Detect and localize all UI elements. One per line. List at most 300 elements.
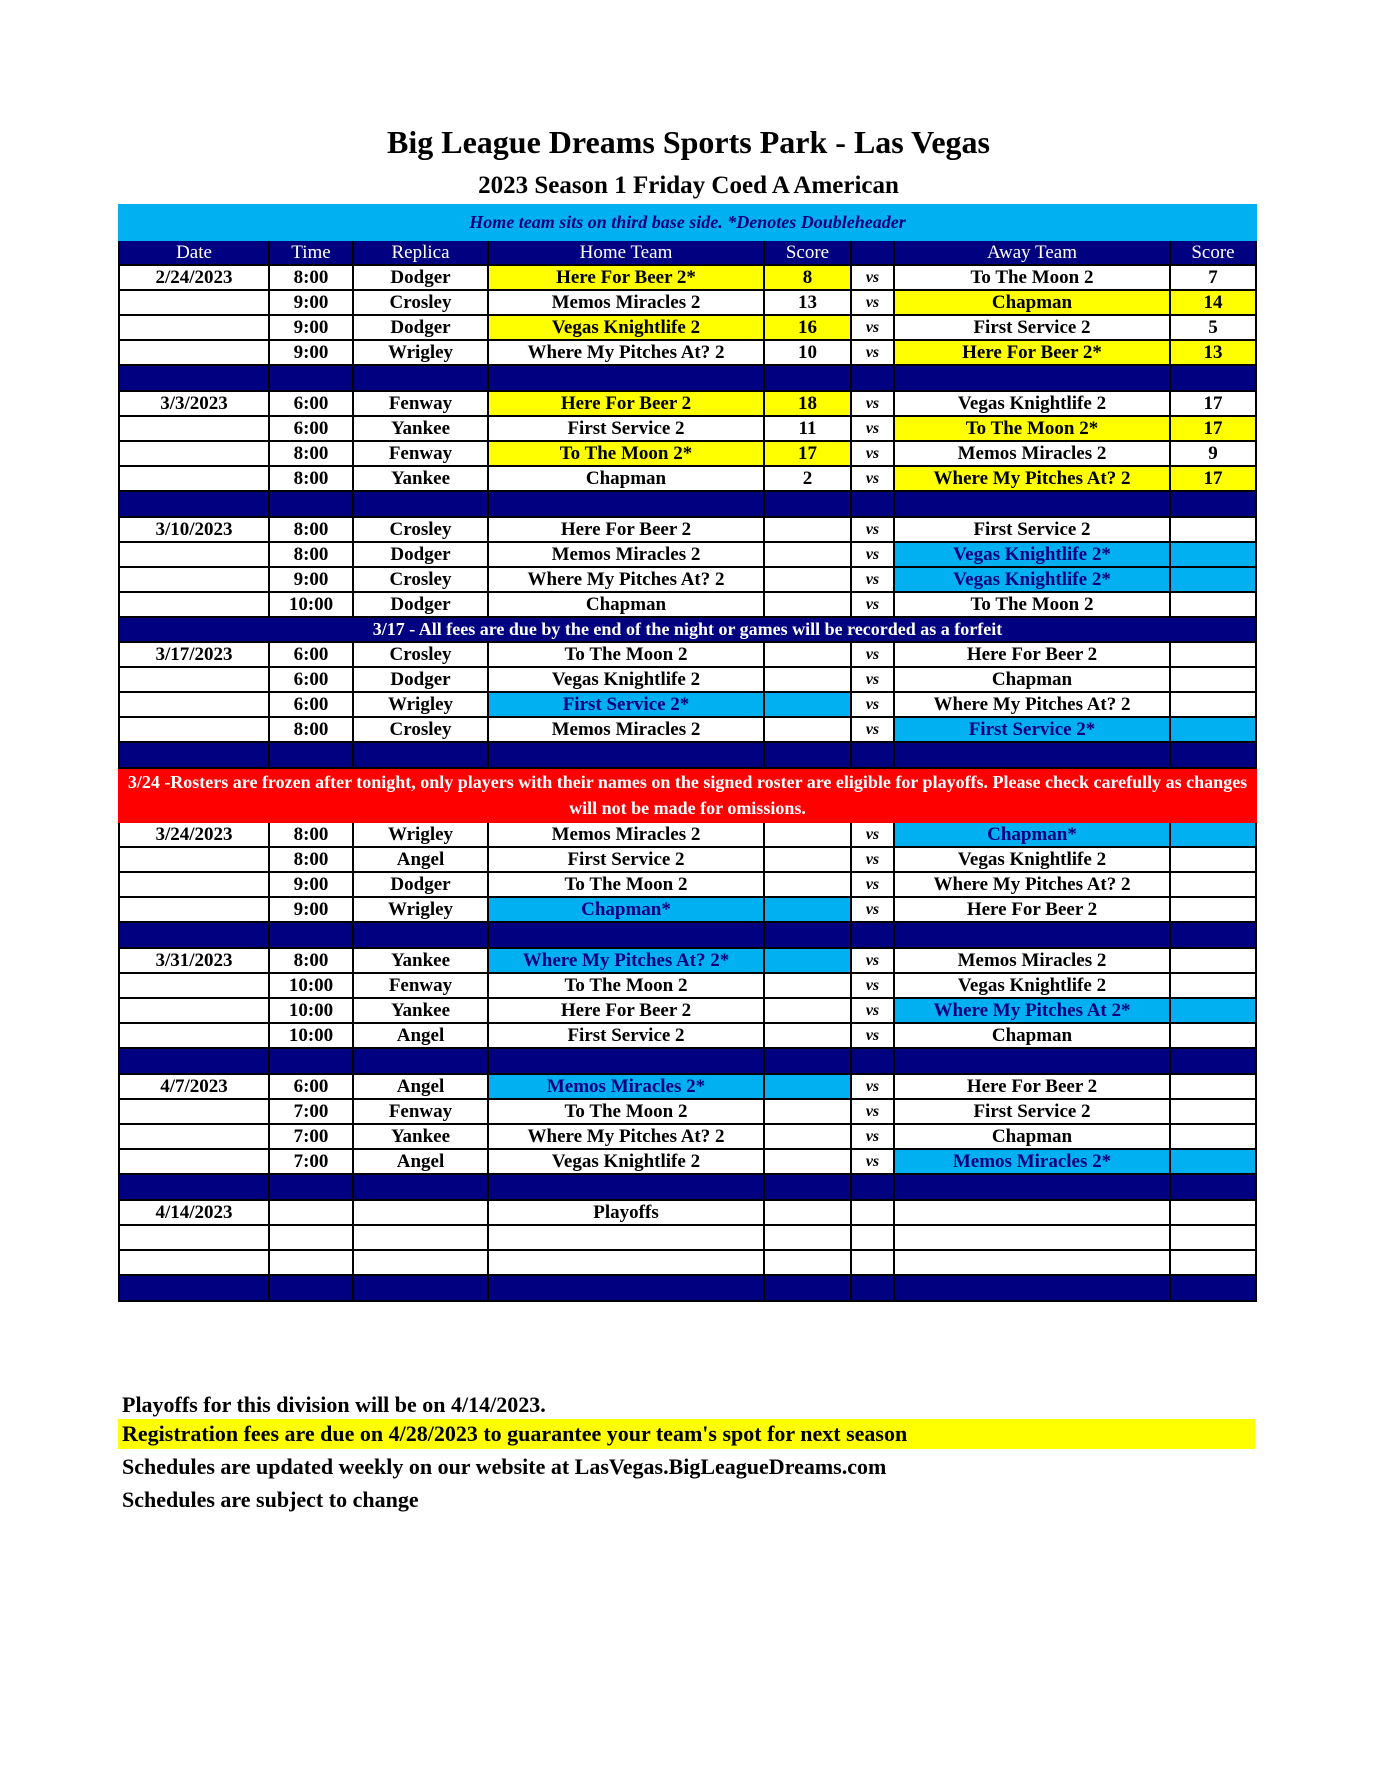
away-team-cell: Here For Beer 2*	[894, 340, 1170, 365]
blank-cell	[119, 1225, 269, 1250]
away-team-cell: Chapman*	[894, 822, 1170, 847]
away-team-cell: Vegas Knightlife 2*	[894, 567, 1170, 592]
time-cell: 9:00	[269, 872, 353, 897]
home-team-cell: Memos Miracles 2	[488, 290, 764, 315]
home-team-cell: Where My Pitches At? 2	[488, 340, 764, 365]
replica-cell: Crosley	[353, 567, 488, 592]
home-team-cell: Memos Miracles 2	[488, 542, 764, 567]
separator-row	[119, 1275, 1256, 1301]
separator-cell	[1170, 1275, 1256, 1301]
game-row	[119, 1099, 1256, 1124]
separator-cell	[1170, 365, 1256, 391]
time-cell: 8:00	[269, 466, 353, 491]
website-note: Schedules are updated weekly on our website at LasVegas.BigLeagueDreams.com	[122, 1454, 887, 1479]
away-team-cell: Chapman	[894, 290, 1170, 315]
separator-cell	[851, 491, 894, 517]
vs-cell: vs	[851, 897, 894, 922]
schedule-table	[118, 204, 1257, 1302]
time-cell: 6:00	[269, 391, 353, 416]
separator-cell	[764, 491, 851, 517]
separator-cell	[764, 365, 851, 391]
separator-cell	[764, 1174, 851, 1200]
away-score-cell: 13	[1170, 340, 1256, 365]
home-score-cell: 11	[764, 416, 851, 441]
replica-cell: Angel	[353, 1149, 488, 1174]
playoff-row	[119, 1200, 1256, 1225]
game-row	[119, 948, 1256, 973]
separator-row	[119, 491, 1256, 517]
away-score-cell	[1170, 1124, 1256, 1149]
home-score-cell	[764, 567, 851, 592]
time-cell: 7:00	[269, 1099, 353, 1124]
home-team-cell: To The Moon 2*	[488, 441, 764, 466]
game-row	[119, 441, 1256, 466]
away-score-cell	[1170, 973, 1256, 998]
blank-cell	[353, 1250, 488, 1275]
home-score-cell: 2	[764, 466, 851, 491]
separator-cell	[119, 922, 269, 948]
away-team-cell: To The Moon 2	[894, 265, 1170, 290]
game-row	[119, 466, 1256, 491]
date-cell: 3/31/2023	[119, 948, 269, 973]
away-team-cell: To The Moon 2	[894, 592, 1170, 617]
vs-cell: vs	[851, 872, 894, 897]
time-cell: 8:00	[269, 441, 353, 466]
game-row	[119, 567, 1256, 592]
away-team-cell: Here For Beer 2	[894, 897, 1170, 922]
vs-cell: vs	[851, 592, 894, 617]
time-cell: 10:00	[269, 998, 353, 1023]
home-score-cell	[764, 1124, 851, 1149]
away-team-cell: First Service 2	[894, 1099, 1170, 1124]
note-row	[119, 205, 1256, 240]
time-cell: 7:00	[269, 1149, 353, 1174]
date-cell	[119, 567, 269, 592]
home-score-cell	[764, 998, 851, 1023]
game-row	[119, 517, 1256, 542]
away-score-cell	[1170, 998, 1256, 1023]
vs-cell: vs	[851, 542, 894, 567]
date-cell: 3/3/2023	[119, 391, 269, 416]
replica-cell: Wrigley	[353, 897, 488, 922]
separator-cell	[353, 1174, 488, 1200]
separator-cell	[851, 1048, 894, 1074]
date-cell	[119, 897, 269, 922]
away-team-cell: Memos Miracles 2*	[894, 1149, 1170, 1174]
away-team-cell: Where My Pitches At? 2	[894, 872, 1170, 897]
home-score-cell	[764, 642, 851, 667]
blank-row	[119, 1225, 1256, 1250]
home-score-cell	[764, 1023, 851, 1048]
game-row	[119, 897, 1256, 922]
away-team-cell	[894, 1200, 1170, 1225]
away-team-cell: Where My Pitches At? 2	[894, 466, 1170, 491]
separator-row	[119, 365, 1256, 391]
blank-cell	[269, 1250, 353, 1275]
blank-cell	[894, 1250, 1170, 1275]
time-cell: 10:00	[269, 592, 353, 617]
replica-cell: Wrigley	[353, 692, 488, 717]
game-row	[119, 416, 1256, 441]
playoffs-label: Playoffs	[488, 1200, 764, 1225]
separator-row	[119, 922, 1256, 948]
col-header-away-score: Score	[1170, 240, 1256, 265]
separator-row	[119, 1174, 1256, 1200]
time-cell: 7:00	[269, 1124, 353, 1149]
time-cell: 9:00	[269, 290, 353, 315]
blank-cell	[894, 1225, 1170, 1250]
away-score-cell	[1170, 567, 1256, 592]
vs-cell: vs	[851, 667, 894, 692]
separator-cell	[488, 742, 764, 768]
away-team-cell: Chapman	[894, 1124, 1170, 1149]
vs-cell	[851, 1200, 894, 1225]
vs-cell: vs	[851, 1074, 894, 1099]
replica-cell: Crosley	[353, 642, 488, 667]
home-team-cell: Vegas Knightlife 2	[488, 315, 764, 340]
game-row	[119, 822, 1256, 847]
home-team-cell: First Service 2	[488, 416, 764, 441]
date-cell	[119, 973, 269, 998]
time-cell	[269, 1200, 353, 1225]
separator-cell	[269, 365, 353, 391]
time-cell: 8:00	[269, 542, 353, 567]
separator-cell	[353, 1048, 488, 1074]
date-cell: 4/14/2023	[119, 1200, 269, 1225]
separator-cell	[894, 365, 1170, 391]
away-score-cell	[1170, 897, 1256, 922]
date-cell	[119, 998, 269, 1023]
vs-cell: vs	[851, 1124, 894, 1149]
blank-cell	[851, 1250, 894, 1275]
away-team-cell: Memos Miracles 2	[894, 948, 1170, 973]
blank-cell	[488, 1250, 764, 1275]
home-team-cell: To The Moon 2	[488, 973, 764, 998]
date-cell: 3/10/2023	[119, 517, 269, 542]
roster-notice-row	[119, 768, 1256, 822]
registration-note: Registration fees are due on 4/28/2023 to guarantee your team's spot for next season	[118, 1419, 1255, 1449]
separator-cell	[488, 491, 764, 517]
separator-cell	[269, 491, 353, 517]
vs-cell: vs	[851, 717, 894, 742]
away-score-cell	[1170, 642, 1256, 667]
col-header-date: Date	[119, 240, 269, 265]
date-cell	[119, 847, 269, 872]
date-cell	[119, 416, 269, 441]
away-team-cell: Chapman	[894, 1023, 1170, 1048]
separator-cell	[894, 491, 1170, 517]
game-row	[119, 642, 1256, 667]
game-row	[119, 340, 1256, 365]
date-cell	[119, 872, 269, 897]
away-team-cell: Here For Beer 2	[894, 642, 1170, 667]
away-score-cell: 14	[1170, 290, 1256, 315]
home-score-cell	[764, 897, 851, 922]
game-row	[119, 973, 1256, 998]
game-row	[119, 290, 1256, 315]
replica-cell: Crosley	[353, 517, 488, 542]
col-header-home-score: Score	[764, 240, 851, 265]
change-note: Schedules are subject to change	[122, 1487, 419, 1512]
separator-cell	[1170, 922, 1256, 948]
game-row	[119, 1023, 1256, 1048]
away-score-cell: 7	[1170, 265, 1256, 290]
date-cell	[119, 466, 269, 491]
home-team-cell: First Service 2	[488, 1023, 764, 1048]
replica-cell: Wrigley	[353, 822, 488, 847]
replica-cell: Angel	[353, 1074, 488, 1099]
separator-cell	[119, 365, 269, 391]
blank-cell	[764, 1225, 851, 1250]
separator-cell	[119, 1174, 269, 1200]
separator-cell	[764, 1275, 851, 1301]
home-team-cell: Vegas Knightlife 2	[488, 667, 764, 692]
vs-cell: vs	[851, 1149, 894, 1174]
separator-cell	[353, 922, 488, 948]
date-cell	[119, 1124, 269, 1149]
separator-row	[119, 742, 1256, 768]
blank-cell	[353, 1225, 488, 1250]
game-row	[119, 265, 1256, 290]
col-header-vs	[851, 240, 894, 265]
away-team-cell: Vegas Knightlife 2	[894, 391, 1170, 416]
away-score-cell: 17	[1170, 416, 1256, 441]
date-cell	[119, 1149, 269, 1174]
separator-cell	[894, 1275, 1170, 1301]
separator-cell	[119, 491, 269, 517]
header-row	[119, 240, 1256, 265]
home-team-cell: Where My Pitches At? 2	[488, 1124, 764, 1149]
game-row	[119, 391, 1256, 416]
away-score-cell	[1170, 1099, 1256, 1124]
time-cell: 8:00	[269, 822, 353, 847]
away-score-cell	[1170, 1149, 1256, 1174]
home-score-cell	[764, 1074, 851, 1099]
home-team-cell: Where My Pitches At? 2*	[488, 948, 764, 973]
vs-cell: vs	[851, 441, 894, 466]
separator-cell	[851, 1174, 894, 1200]
vs-cell: vs	[851, 466, 894, 491]
blank-row	[119, 1250, 1256, 1275]
game-row	[119, 1149, 1256, 1174]
home-score-cell: 18	[764, 391, 851, 416]
vs-cell: vs	[851, 948, 894, 973]
game-row	[119, 998, 1256, 1023]
col-header-home-team: Home Team	[488, 240, 764, 265]
separator-cell	[851, 1275, 894, 1301]
home-score-cell	[764, 948, 851, 973]
blank-cell	[488, 1225, 764, 1250]
vs-cell: vs	[851, 517, 894, 542]
date-cell: 4/7/2023	[119, 1074, 269, 1099]
away-score-cell	[1170, 872, 1256, 897]
separator-cell	[119, 1048, 269, 1074]
home-team-cell: Vegas Knightlife 2	[488, 1149, 764, 1174]
away-score-cell: 17	[1170, 391, 1256, 416]
separator-cell	[269, 1048, 353, 1074]
replica-cell: Yankee	[353, 416, 488, 441]
time-cell: 9:00	[269, 315, 353, 340]
home-team-cell: Memos Miracles 2*	[488, 1074, 764, 1099]
page-subtitle: 2023 Season 1 Friday Coed A American	[478, 172, 899, 199]
time-cell: 10:00	[269, 973, 353, 998]
vs-cell: vs	[851, 567, 894, 592]
separator-cell	[269, 1275, 353, 1301]
date-cell	[119, 592, 269, 617]
replica-cell: Yankee	[353, 466, 488, 491]
date-cell: 3/17/2023	[119, 642, 269, 667]
home-team-cell: To The Moon 2	[488, 872, 764, 897]
vs-cell: vs	[851, 642, 894, 667]
date-cell	[119, 667, 269, 692]
separator-cell	[851, 922, 894, 948]
separator-cell	[488, 1275, 764, 1301]
away-score-cell	[1170, 592, 1256, 617]
away-team-cell: Chapman	[894, 667, 1170, 692]
home-team-cell: Memos Miracles 2	[488, 822, 764, 847]
replica-cell: Wrigley	[353, 340, 488, 365]
separator-cell	[1170, 1174, 1256, 1200]
game-row	[119, 717, 1256, 742]
blank-cell	[119, 1250, 269, 1275]
date-cell: 2/24/2023	[119, 265, 269, 290]
home-score-cell	[764, 1200, 851, 1225]
home-score-cell: 13	[764, 290, 851, 315]
away-score-cell	[1170, 667, 1256, 692]
separator-cell	[488, 922, 764, 948]
time-cell: 6:00	[269, 642, 353, 667]
replica-cell: Fenway	[353, 973, 488, 998]
home-team-cell: To The Moon 2	[488, 1099, 764, 1124]
separator-cell	[851, 365, 894, 391]
time-cell: 6:00	[269, 1074, 353, 1099]
vs-cell: vs	[851, 265, 894, 290]
home-score-cell: 16	[764, 315, 851, 340]
game-row	[119, 542, 1256, 567]
away-score-cell	[1170, 847, 1256, 872]
home-team-cell: Memos Miracles 2	[488, 717, 764, 742]
blank-cell	[1170, 1225, 1256, 1250]
home-score-cell	[764, 973, 851, 998]
separator-cell	[488, 1048, 764, 1074]
away-score-cell	[1170, 1074, 1256, 1099]
home-team-cell: Chapman	[488, 466, 764, 491]
separator-cell	[269, 922, 353, 948]
time-cell: 8:00	[269, 517, 353, 542]
separator-cell	[894, 1048, 1170, 1074]
date-cell	[119, 1099, 269, 1124]
home-score-cell	[764, 872, 851, 897]
home-team-cell: First Service 2	[488, 847, 764, 872]
separator-cell	[1170, 1048, 1256, 1074]
home-score-cell	[764, 847, 851, 872]
separator-cell	[764, 742, 851, 768]
date-cell	[119, 441, 269, 466]
separator-cell	[353, 742, 488, 768]
fee-notice: 3/17 - All fees are due by the end of the night or games will be recorded as a forfeit	[119, 617, 1256, 642]
time-cell: 9:00	[269, 567, 353, 592]
away-team-cell: Here For Beer 2	[894, 1074, 1170, 1099]
replica-cell: Dodger	[353, 315, 488, 340]
blank-cell	[269, 1225, 353, 1250]
away-team-cell: Vegas Knightlife 2*	[894, 542, 1170, 567]
game-row	[119, 667, 1256, 692]
replica-cell: Yankee	[353, 948, 488, 973]
game-row	[119, 1124, 1256, 1149]
playoffs-note: Playoffs for this division will be on 4/14/2023.	[122, 1392, 546, 1417]
away-score-cell	[1170, 542, 1256, 567]
time-cell: 6:00	[269, 667, 353, 692]
home-score-cell	[764, 667, 851, 692]
separator-cell	[353, 365, 488, 391]
time-cell: 9:00	[269, 897, 353, 922]
away-team-cell: First Service 2*	[894, 717, 1170, 742]
away-team-cell: Where My Pitches At 2*	[894, 998, 1170, 1023]
separator-cell	[894, 1174, 1170, 1200]
vs-cell: vs	[851, 998, 894, 1023]
away-team-cell: Vegas Knightlife 2	[894, 973, 1170, 998]
home-team-cell: Chapman	[488, 592, 764, 617]
home-score-cell	[764, 692, 851, 717]
separator-cell	[119, 1275, 269, 1301]
separator-cell	[851, 742, 894, 768]
separator-cell	[488, 365, 764, 391]
separator-cell	[1170, 742, 1256, 768]
replica-cell: Dodger	[353, 667, 488, 692]
replica-cell: Fenway	[353, 1099, 488, 1124]
separator-cell	[269, 1174, 353, 1200]
away-score-cell	[1170, 822, 1256, 847]
away-score-cell	[1170, 517, 1256, 542]
separator-cell	[488, 1174, 764, 1200]
home-score-cell: 8	[764, 265, 851, 290]
fee-notice-row	[119, 617, 1256, 642]
away-score-cell: 5	[1170, 315, 1256, 340]
separator-cell	[894, 742, 1170, 768]
home-team-cell: Here For Beer 2	[488, 391, 764, 416]
replica-cell	[353, 1200, 488, 1225]
replica-cell: Yankee	[353, 1124, 488, 1149]
game-row	[119, 692, 1256, 717]
separator-cell	[119, 742, 269, 768]
away-team-cell: First Service 2	[894, 315, 1170, 340]
game-row	[119, 847, 1256, 872]
vs-cell: vs	[851, 290, 894, 315]
time-cell: 8:00	[269, 948, 353, 973]
replica-cell: Fenway	[353, 441, 488, 466]
away-team-cell: To The Moon 2*	[894, 416, 1170, 441]
home-team-cell: To The Moon 2	[488, 642, 764, 667]
date-cell	[119, 542, 269, 567]
vs-cell: vs	[851, 315, 894, 340]
home-team-cell: Here For Beer 2	[488, 517, 764, 542]
away-score-cell: 9	[1170, 441, 1256, 466]
home-score-cell	[764, 592, 851, 617]
away-team-cell: Memos Miracles 2	[894, 441, 1170, 466]
time-cell: 8:00	[269, 265, 353, 290]
vs-cell: vs	[851, 416, 894, 441]
replica-cell: Fenway	[353, 391, 488, 416]
time-cell: 8:00	[269, 717, 353, 742]
replica-cell: Dodger	[353, 542, 488, 567]
vs-cell: vs	[851, 340, 894, 365]
replica-cell: Crosley	[353, 290, 488, 315]
date-cell	[119, 1023, 269, 1048]
home-team-cell: Chapman*	[488, 897, 764, 922]
time-cell: 6:00	[269, 416, 353, 441]
away-score-cell	[1170, 692, 1256, 717]
home-team-cell: Here For Beer 2*	[488, 265, 764, 290]
